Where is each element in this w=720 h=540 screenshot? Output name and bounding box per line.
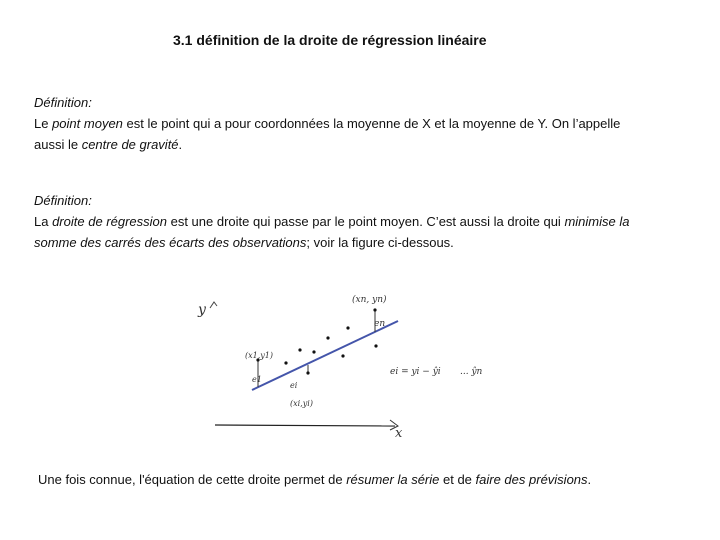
regression-line (252, 321, 398, 390)
residual-label-i: ei (290, 381, 298, 390)
residual-formula: ei = yi − ŷi (390, 367, 441, 377)
data-point (346, 326, 349, 329)
data-point (306, 371, 309, 374)
section-title: 3.1 définition de la droite de régression linéaire (173, 32, 487, 48)
point-label-i: (xi,yi) (290, 399, 313, 408)
regression-sketch (190, 280, 520, 450)
residual-label-1: e1 (252, 375, 262, 384)
data-point (326, 336, 329, 339)
data-point (284, 361, 287, 364)
definition-text: Le point moyen est le point qui a pour coordonnées la moyenne de X et la moyenne de Y. On l’appelle aussi le centre de gravité. (34, 116, 621, 152)
data-point (312, 350, 315, 353)
data-point (341, 354, 344, 357)
residual-formula-tail: ... ŷn (460, 367, 483, 377)
definition-label: Définition: (34, 193, 92, 208)
point-label-1: (x1,y1) (245, 351, 273, 360)
definition-label: Définition: (34, 95, 92, 110)
y-axis-arrow-icon (210, 302, 217, 308)
definition-point-moyen (34, 92, 654, 155)
definition-droite-regression (34, 190, 654, 253)
x-axis-label: x (395, 426, 403, 441)
regression-figure (190, 280, 520, 450)
data-point (373, 308, 376, 311)
point-label-n: (xn, yn) (352, 295, 387, 305)
data-point (298, 348, 301, 351)
data-point (374, 344, 377, 347)
x-axis-line (215, 425, 395, 426)
y-axis-label: y (198, 302, 206, 318)
definition-text: La droite de régression est une droite qui passe par le point moyen. C’est aussi la droite qui minimise la somme des carrés des écarts des observations; voir la figure ci-dessous. (34, 214, 630, 250)
conclusion-text: Une fois connue, l'équation de cette droite permet de résumer la série et de faire des prévisions. (38, 472, 592, 487)
residual-label-n: en (374, 319, 386, 329)
